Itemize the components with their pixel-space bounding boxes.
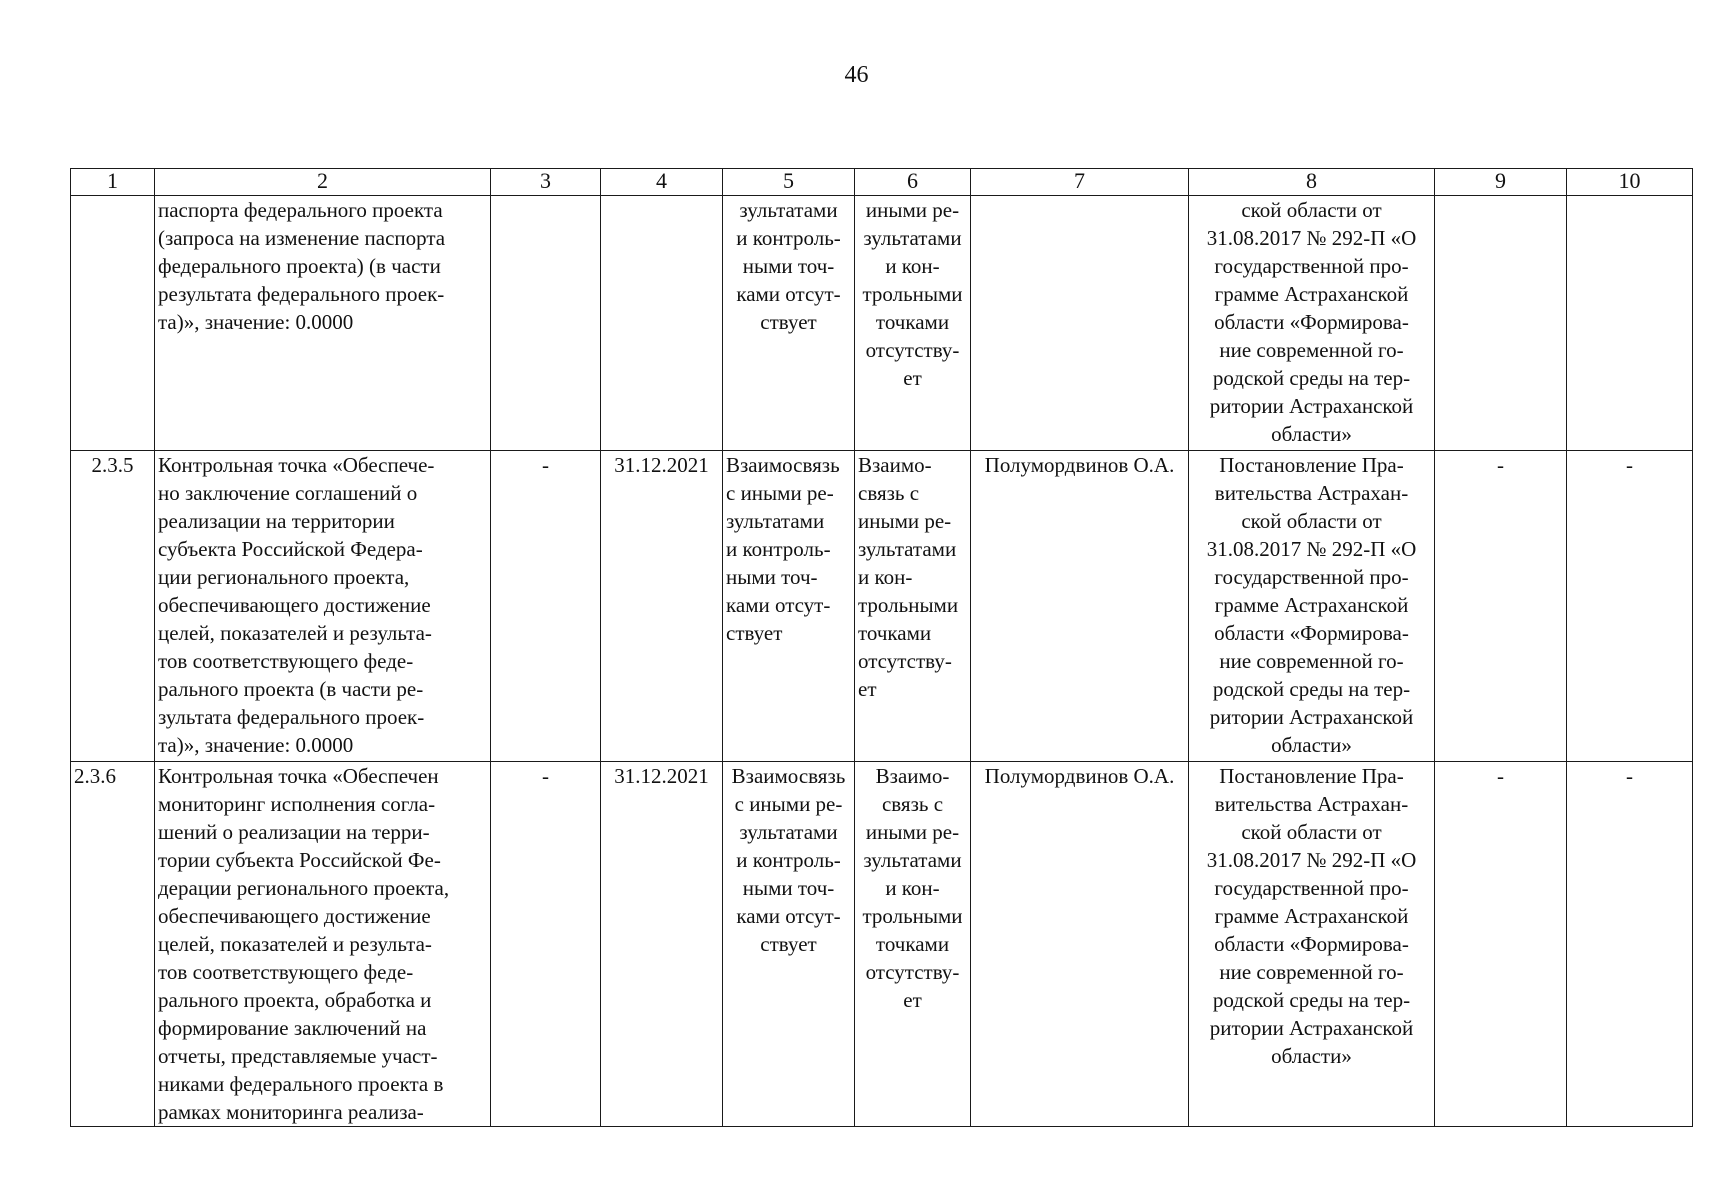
column-header: 9: [1435, 169, 1567, 196]
item-description: паспорта федерального проекта (запроса на изменение паспорта федерального проекта) (в части результата федерального проек- та)», значение: 0.0000: [155, 196, 491, 451]
column-header: 10: [1567, 169, 1693, 196]
column-header: 2: [155, 169, 491, 196]
item-description: Контрольная точка «Обеспечен мониторинг исполнения согла- шений о реализации на терри- тории субъекта Российской Фе- дерации регионального проекта, обеспечивающего достижение целей, показателей и результа- тов соответствующего феде- рального проекта, обработка и формирование заключений на отчеты, представляемые участ- никами федерального проекта в рамках мониторинга реализа-: [155, 762, 491, 1127]
deadline-date: 31.12.2021: [601, 762, 723, 1127]
responsible-person: [971, 196, 1189, 451]
page-number: 46: [844, 62, 869, 88]
row-number: 2.3.6: [71, 762, 155, 1127]
relation-text: Взаимосвязь с иными ре- зультатами и контроль- ными точ- ками отсут- ствует: [723, 451, 855, 762]
item-description: Контрольная точка «Обеспече- но заключение соглашений о реализации на территории субъекта Российской Федера- ции регионального проекта, обеспечивающего достижение целей, показателей и результа- тов соответствующего феде- рального проекта (в части ре- зультата федерального проек- та)», значение: 0.0000: [155, 451, 491, 762]
row-number: 2.3.5: [71, 451, 155, 762]
table-row: [71, 762, 1693, 1127]
responsible-person: Полумордвинов О.А.: [971, 762, 1189, 1127]
column-header: 7: [971, 169, 1189, 196]
column-header: 8: [1189, 169, 1435, 196]
relation-text: зультатами и контроль- ными точ- ками отсут- ствует: [723, 196, 855, 451]
row-number: [71, 196, 155, 451]
relation-text: Взаимо- связь с иными ре- зультатами и кон- трольными точками отсутству- ет: [855, 451, 971, 762]
relation-text: иными ре- зультатами и кон- трольными точками отсутству- ет: [855, 196, 971, 451]
responsible-person: Полумордвинов О.А.: [971, 451, 1189, 762]
cell-col9: [1435, 196, 1567, 451]
legal-basis: Постановление Пра- вительства Астрахан- ской области от 31.08.2017 № 292-П «О государственной про- грамме Астраханской области «Формирова- ние современной го- родской среды на тер- ритории Астраханской области»: [1189, 451, 1435, 762]
cell-col3: -: [491, 451, 601, 762]
column-header: 6: [855, 169, 971, 196]
deadline-date: [601, 196, 723, 451]
column-header: 1: [71, 169, 155, 196]
legal-basis: Постановление Пра- вительства Астрахан- ской области от 31.08.2017 № 292-П «О государственной про- грамме Астраханской области «Формирова- ние современной го- родской среды на тер- ритории Астраханской области»: [1189, 762, 1435, 1127]
cell-col3: -: [491, 762, 601, 1127]
relation-text: Взаимо- связь с иными ре- зультатами и кон- трольными точками отсутству- ет: [855, 762, 971, 1127]
cell-col9: -: [1435, 762, 1567, 1127]
relation-text: Взаимосвязь с иными ре- зультатами и контроль- ными точ- ками отсут- ствует: [723, 762, 855, 1127]
table-row: [71, 451, 1693, 762]
legal-basis: ской области от 31.08.2017 № 292-П «О государственной про- грамме Астраханской области «Формирова- ние современной го- родской среды на тер- ритории Астраханской области»: [1189, 196, 1435, 451]
column-header: 4: [601, 169, 723, 196]
cell-col10: -: [1567, 451, 1693, 762]
cell-col10: -: [1567, 762, 1693, 1127]
table-row: [71, 196, 1693, 451]
header-row: [71, 169, 1693, 196]
document-table: [70, 168, 1693, 1127]
deadline-date: 31.12.2021: [601, 451, 723, 762]
column-header: 5: [723, 169, 855, 196]
cell-col9: -: [1435, 451, 1567, 762]
column-header: 3: [491, 169, 601, 196]
cell-col10: [1567, 196, 1693, 451]
cell-col3: [491, 196, 601, 451]
